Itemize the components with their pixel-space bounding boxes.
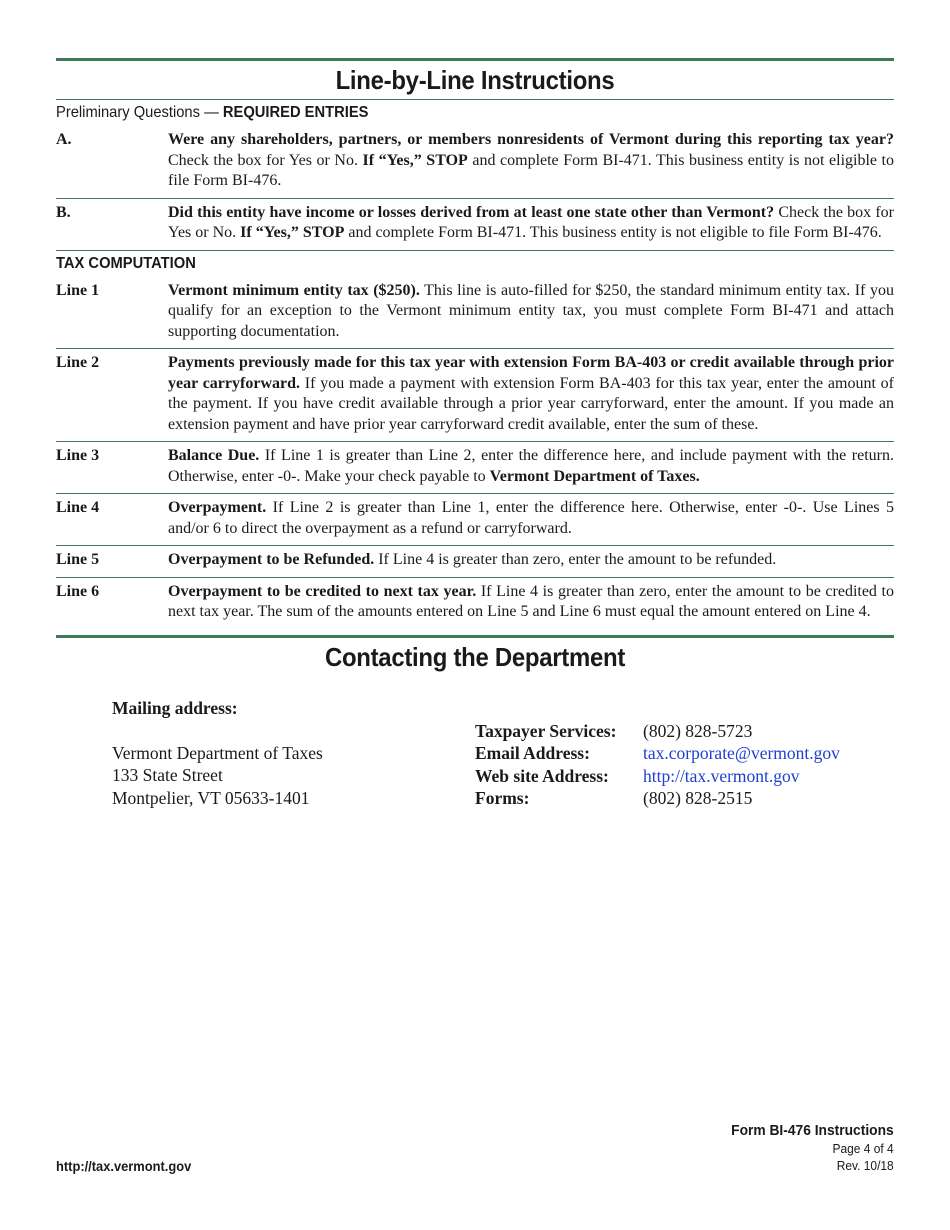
question-b	[56, 199, 894, 250]
line-5	[56, 546, 894, 577]
line-bold: Balance Due.	[168, 447, 260, 464]
line-1	[56, 277, 894, 349]
address-line: Vermont Department of Taxes	[112, 742, 323, 763]
footer-revision: Rev. 10/18	[837, 1158, 894, 1173]
contact-row	[475, 720, 840, 743]
line-bold: Payments previously made for this tax year with extension Form BA-403 or credit available through prior year carryforward.	[168, 354, 894, 392]
line-body: If Line 1 is greater than Line 2, enter the difference here, and include payment with the return. Otherwise, enter -0-. Make your check payable to	[168, 447, 894, 485]
line-label: Line 5	[56, 551, 100, 568]
line-text	[168, 353, 894, 435]
question-body: Check the box for Yes or No.	[168, 203, 894, 241]
line-bold: Overpayment.	[168, 499, 267, 516]
contact-section	[56, 676, 894, 806]
question-a	[56, 126, 894, 198]
preliminary-heading-b: REQUIRED ENTRIES	[222, 104, 369, 121]
question-body: Check the box for Yes or No.	[168, 151, 363, 169]
line-label: Line 3	[56, 447, 100, 464]
line-label: Line 1	[56, 281, 100, 299]
mailing-address	[112, 742, 323, 810]
line-body: If Line 4 is greater than zero, enter the amount to be refunded.	[374, 551, 777, 568]
question-bold: Did this entity have income or losses derived from at least one state other than Vermont?	[168, 203, 775, 221]
line-body: If you made a payment with extension Form BA-403 for this tax year, enter the amount of the payment. If you have credit available through a prior year carryforward, enter the amount. If you made an extension payment and have prior year carryforward credit available, enter the sum of these.	[168, 374, 895, 433]
question-stop: If “Yes,” STOP	[362, 151, 468, 169]
line-text	[168, 446, 894, 487]
contact-row	[475, 765, 840, 788]
line-bold: Overpayment to be Refunded.	[168, 551, 375, 568]
line-label: Line 6	[56, 582, 100, 600]
instructions-page	[56, 58, 894, 806]
preliminary-heading-dash: —	[199, 104, 223, 121]
mailing-heading: Mailing address:	[112, 697, 238, 718]
contact-title: Contacting the Department	[324, 641, 626, 672]
contact-key: Email Address:	[475, 743, 590, 763]
footer-page-number: Page 4 of 4	[832, 1141, 894, 1156]
preliminary-heading	[56, 100, 827, 126]
contact-row	[475, 787, 840, 810]
line-text	[168, 582, 894, 623]
website-link[interactable]: http://tax.vermont.gov	[643, 765, 800, 786]
contact-key: Forms:	[475, 788, 530, 808]
question-label: B.	[56, 203, 71, 221]
preliminary-heading-a: Preliminary Questions	[56, 104, 200, 121]
question-body-end: and complete Form BI-471. This business entity is not eligible to file Form BI-476.	[168, 151, 895, 189]
line-label: Line 2	[56, 354, 100, 371]
line-bold: Overpayment to be credited to next tax year.	[168, 582, 477, 600]
line-text	[168, 550, 894, 571]
footer-form-title: Form BI-476 Instructions	[731, 1122, 894, 1139]
line-6	[56, 578, 894, 629]
tax-computation-heading-text: TAX COMPUTATION	[56, 254, 196, 272]
line-text	[168, 498, 894, 539]
question-stop: If “Yes,” STOP	[240, 224, 345, 241]
question-text	[168, 203, 894, 244]
tax-computation-heading	[56, 251, 827, 277]
contact-table	[475, 720, 840, 810]
line-4	[56, 494, 894, 545]
line-body: If Line 4 is greater than zero, enter the amount to be credited to next tax year. The sum of the amounts entered on Line 5 and Line 6 must equal the amount entered on Line 4.	[168, 582, 894, 620]
question-body-end: and complete Form BI-471. This business entity is not eligible to file Form BI-476.	[344, 224, 882, 241]
forms-phone: (802) 828-2515	[643, 788, 753, 808]
question-text	[168, 130, 894, 192]
footer-info	[717, 1121, 894, 1174]
line-2	[56, 349, 894, 441]
line-label: Line 4	[56, 499, 100, 516]
line-body: This line is auto-filled for $250, the standard minimum entity tax. If you qualify for an exception to the Vermont minimum entity tax, you must complete Form BI-471 and attach supporting documentation.	[168, 281, 894, 340]
footer-url[interactable]: http://tax.vermont.gov	[56, 1158, 192, 1174]
page-title: Line-by-Line Instructions	[335, 65, 615, 95]
contact-key: Web site Address:	[475, 765, 609, 786]
address-line: 133 State Street	[112, 765, 223, 785]
email-link[interactable]: tax.corporate@vermont.gov	[643, 743, 840, 763]
address-line: Montpelier, VT 05633-1401	[112, 787, 310, 808]
contact-row	[475, 742, 840, 765]
taxpayer-services-phone: (802) 828-5723	[643, 720, 753, 741]
line-bold-end: Vermont Department of Taxes.	[489, 467, 700, 485]
line-bold: Vermont minimum entity tax ($250).	[168, 281, 420, 299]
line-3	[56, 442, 894, 493]
question-bold: Were any shareholders, partners, or members nonresidents of Vermont during this reporting tax year?	[168, 131, 894, 148]
line-text	[168, 281, 894, 343]
line-body: If Line 2 is greater than Line 1, enter the difference here. Otherwise, enter -0-. Use Lines 5 and/or 6 to direct the overpayment as a refund or carryforward.	[168, 499, 894, 537]
contact-key: Taxpayer Services:	[475, 720, 617, 741]
question-label: A.	[56, 131, 72, 148]
